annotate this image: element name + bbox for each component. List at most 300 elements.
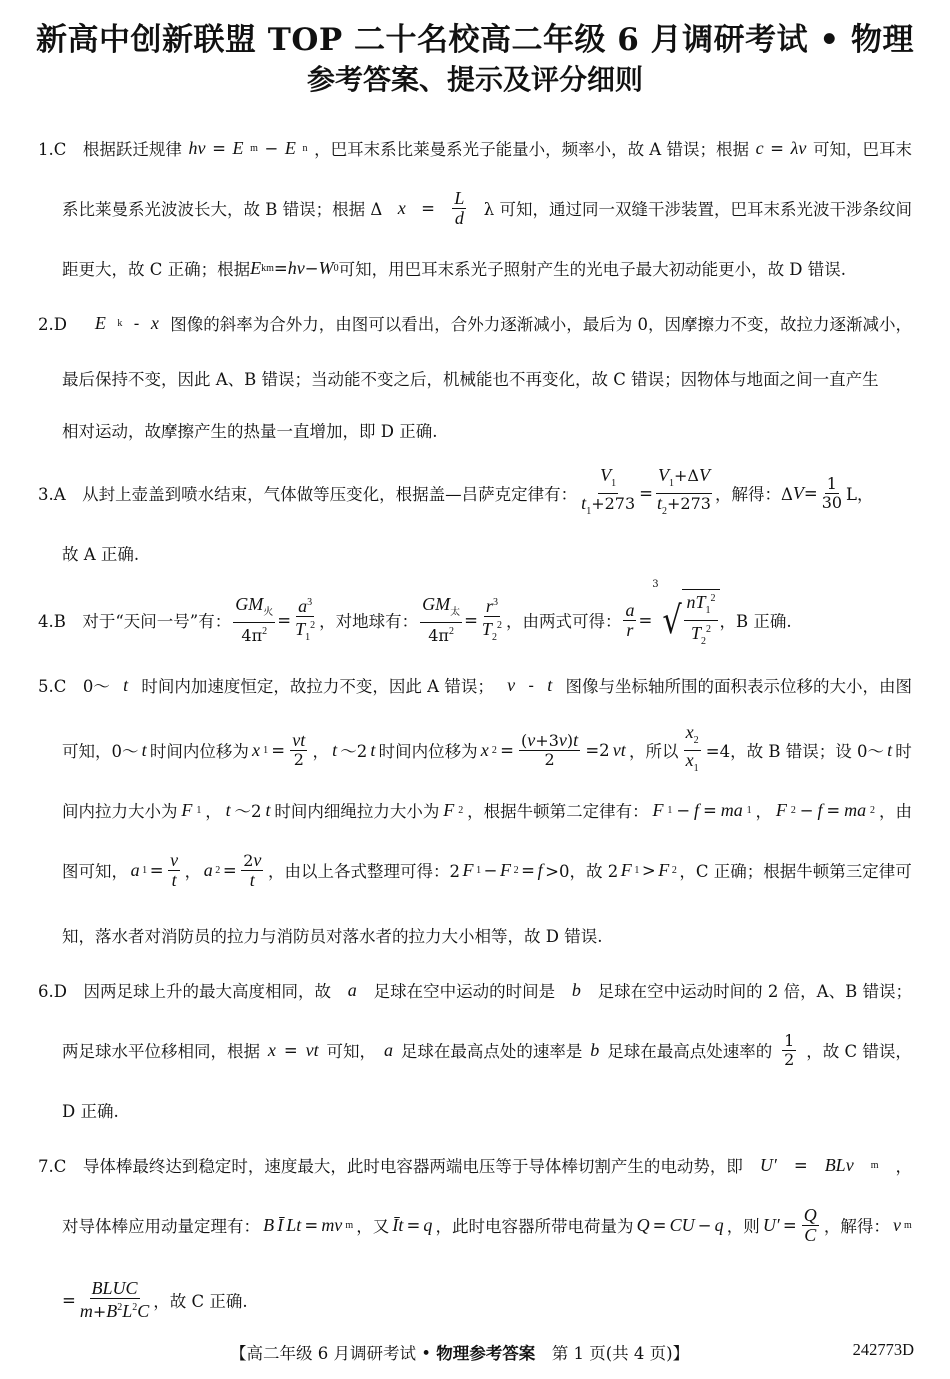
math-symbol: t <box>370 739 376 760</box>
math-symbol: mv <box>321 1214 343 1235</box>
text-run: >0，故 2 <box>545 862 619 881</box>
subscript: 1 <box>611 477 617 489</box>
superscript: 2 <box>262 626 268 637</box>
text-run: 图可知， <box>62 862 128 881</box>
footer-left: 【高二年级 6 月调研考试 • <box>230 1344 437 1363</box>
math-symbol: Q <box>636 1214 650 1235</box>
denominator <box>170 871 179 890</box>
denominator <box>292 751 306 769</box>
text-run: ，根据牛顿第二定律有： <box>467 802 649 821</box>
text-run: = <box>406 1215 421 1235</box>
text-run: − <box>799 800 814 820</box>
numerator <box>782 1032 796 1051</box>
subscript: 1 <box>705 605 711 616</box>
math-symbol: nT <box>686 592 706 612</box>
text-run: ，解得：Δ <box>714 485 793 504</box>
fraction <box>78 1279 151 1321</box>
math-symbol: a <box>625 599 635 620</box>
math-symbol: x <box>685 749 694 770</box>
text-run: = <box>500 740 514 760</box>
math-symbol: f <box>694 799 700 820</box>
text-run: 知，落水者对消防员的拉力与消防员对落水者的拉力大小相等，故 D 错误. <box>62 927 603 946</box>
numerator <box>90 1279 140 1299</box>
text-run: ，解得： <box>823 1217 890 1236</box>
subscript: 2 <box>790 804 796 816</box>
text-run: ，由两式可得： <box>505 612 622 631</box>
subscript: 2 <box>701 636 706 647</box>
subscript: m <box>904 1219 912 1231</box>
math-symbol: V <box>657 464 669 485</box>
text-run: 足球在最高点处的速率是 <box>400 1042 583 1061</box>
math-symbol: V <box>792 482 804 503</box>
superscript: 2 <box>496 619 502 631</box>
subscript: 2 <box>693 734 699 746</box>
numerator <box>802 1206 819 1226</box>
text-run: ， <box>205 802 222 821</box>
math-symbol: ma <box>844 799 867 820</box>
math-symbol: U′ <box>759 1154 777 1175</box>
math-symbol: F <box>462 859 474 880</box>
text-run: ～2 <box>340 742 368 761</box>
text-run: 3.A 从封上壶盖到喷水结束，气体做等压变化，根据盖—吕萨克定律有： <box>38 485 578 504</box>
text-run: 足球在最高点处速率的 <box>607 1042 773 1061</box>
text-run: 时 <box>895 742 912 761</box>
subscript: 2 <box>491 744 497 756</box>
fraction <box>579 466 637 521</box>
math-symbol: a <box>130 859 140 880</box>
text-run: 可知，用巴耳末系光子照射产生的光电子最大初动能更小，故 D 错误. <box>338 260 847 279</box>
text-run: = <box>652 1215 667 1235</box>
numerator <box>290 731 307 751</box>
text-run: ，则 <box>726 1217 760 1236</box>
text-run: ， <box>895 1157 912 1176</box>
answer-line <box>62 1028 912 1072</box>
text-run: 时间内位移为 <box>378 742 478 761</box>
math-symbol: r <box>626 619 634 640</box>
math-symbol: a <box>347 979 357 1000</box>
text-run: = <box>803 483 818 503</box>
subscript: 2 <box>215 864 221 876</box>
math-symbol: q <box>423 1214 433 1235</box>
math-symbol: F <box>181 799 193 820</box>
math-symbol: B <box>106 1301 118 1321</box>
numerator <box>296 594 314 617</box>
math-symbol: Q <box>803 1204 817 1225</box>
math-symbol: t <box>171 869 177 890</box>
text-run: 1 <box>784 1030 795 1050</box>
text-run: +273 <box>591 493 636 513</box>
text-run: = <box>271 740 286 760</box>
numerator <box>452 189 466 209</box>
denominator <box>579 494 637 521</box>
math-symbol: T <box>690 623 701 643</box>
denominator <box>684 751 701 778</box>
text-run: 时间内加速度恒定，故拉力不变，因此 A 错误； <box>141 677 494 696</box>
text-run: 两足球水平位移相同，根据 <box>62 1042 260 1061</box>
numerator <box>656 466 712 494</box>
math-symbol: t <box>573 730 579 750</box>
text-run: ，巴耳末系比莱曼系光子能量小，频率小，故 A 错误；根据 <box>314 140 749 159</box>
math-symbol: E <box>250 257 262 278</box>
math-symbol: vt <box>292 730 306 750</box>
math-symbol: t <box>581 492 587 513</box>
math-symbol: F <box>443 799 455 820</box>
math-symbol: t <box>265 799 271 820</box>
text-run: 故 A 正确. <box>62 545 140 564</box>
superscript: 2 <box>132 1302 138 1313</box>
text-run: 可知， <box>326 1042 377 1061</box>
text-run: 最后保持不变，因此 A、B 错误；当动能不变之后，机械能也不再变化，故 C 错误；因物体与地面之间一直产生 <box>62 370 879 389</box>
math-symbol: v <box>170 849 179 870</box>
denominator <box>453 209 466 228</box>
text-run: 2 <box>293 750 304 769</box>
text-run: 距更大，故 C 正确；根据 <box>62 260 251 279</box>
math-symbol: F <box>658 859 670 880</box>
math-symbol: E <box>284 137 296 158</box>
math-symbol: F <box>500 859 512 880</box>
answer-line <box>62 1203 912 1247</box>
text-run: =2 <box>585 740 610 760</box>
text-run: − <box>676 800 691 820</box>
math-symbol: f <box>817 799 823 820</box>
root-index: 3 <box>652 579 659 590</box>
math-symbol: F <box>775 799 787 820</box>
denominator <box>782 1051 796 1069</box>
subscript: 太 <box>450 607 461 618</box>
text-run: = <box>639 483 653 503</box>
text-run: +Δ <box>673 465 699 485</box>
subscript: 1 <box>305 631 311 643</box>
math-symbol: vt <box>305 1039 319 1060</box>
text-run: ) <box>566 731 574 750</box>
math-symbol: F <box>652 799 664 820</box>
math-symbol: a <box>383 1039 393 1060</box>
text-run: ， <box>755 802 773 821</box>
math-symbol: vt <box>612 739 626 760</box>
answer-line <box>38 301 912 345</box>
math-symbol: f <box>537 859 543 880</box>
subscript: 1 <box>196 804 202 816</box>
footer-subject: 物理参考答案 <box>436 1344 536 1363</box>
math-symbol: t <box>656 492 662 513</box>
text-run: 7.C 导体棒最终达到稳定时，速度最大，此时电容器两端电压等于导体棒切割产生的电动势，即 <box>38 1157 743 1176</box>
text-run: 相对运动，故摩擦产生的热量一直增加，即 D 正确. <box>62 422 438 441</box>
text-run: L， <box>846 485 874 504</box>
math-symbol: BLv <box>824 1154 854 1175</box>
text-run: - <box>133 313 140 333</box>
subscript: 1 <box>667 804 673 816</box>
text-run: − <box>264 138 279 158</box>
text-run: − <box>304 258 319 278</box>
answer-line <box>62 721 912 774</box>
math-symbol: t <box>123 674 129 695</box>
numerator <box>825 475 839 494</box>
superscript: 2 <box>706 624 711 635</box>
page-footer <box>230 1340 689 1364</box>
radicand <box>682 589 719 651</box>
fraction <box>168 851 180 890</box>
math-symbol: v <box>527 730 536 750</box>
math-symbol: T <box>295 618 306 639</box>
math-symbol: v <box>253 849 262 870</box>
text-run: - <box>528 675 534 695</box>
text-run: = <box>304 1215 319 1235</box>
math-symbol: a <box>203 859 213 880</box>
subscript: 火 <box>263 607 274 618</box>
text-run: 对导体棒应用动量定理有： <box>62 1217 260 1236</box>
math-symbol: t <box>225 799 231 820</box>
text-run: = <box>702 800 717 820</box>
text-run: 2 <box>784 1049 795 1069</box>
text-run: 4.B 对于“天问一号”有： <box>38 612 232 631</box>
subscript: 1 <box>668 477 674 489</box>
math-symbol: L <box>454 187 465 208</box>
denominator <box>78 1299 151 1321</box>
math-symbol: T <box>481 618 492 639</box>
math-symbol: t <box>887 739 893 760</box>
subscript: 2 <box>671 864 677 876</box>
fraction <box>684 723 701 778</box>
page-subtitle: 参考答案、提示及评分细则 <box>306 63 643 96</box>
answer-line <box>38 126 912 170</box>
numerator <box>484 594 500 617</box>
math-symbol: t <box>547 674 553 695</box>
numerator <box>684 590 717 621</box>
text-run: = <box>283 1040 298 1060</box>
superscript: 2 <box>310 619 316 631</box>
text-run: ， <box>184 862 202 881</box>
text-run: ，又 <box>356 1217 390 1236</box>
fraction <box>519 731 580 769</box>
superscript: 3 <box>307 596 313 608</box>
numerator <box>519 731 580 751</box>
text-run: = <box>212 138 226 158</box>
fraction <box>480 594 504 647</box>
text-run: ，C 正确；根据牛顿第三定律可 <box>679 862 912 881</box>
subscript: 1 <box>476 864 482 876</box>
text-run: = <box>793 1155 808 1175</box>
text-run: = <box>149 860 164 880</box>
text-run: 足球在空中运动的时间是 <box>373 982 556 1001</box>
fraction <box>655 466 713 521</box>
subscript: k <box>117 317 123 329</box>
text-run: +3 <box>535 731 559 750</box>
denominator <box>624 621 635 640</box>
math-symbol: c <box>755 137 764 158</box>
numerator <box>233 595 275 623</box>
text-run: − <box>483 860 498 880</box>
math-symbol: λν <box>790 137 807 158</box>
math-symbol: v <box>558 730 567 750</box>
subscript: 0 <box>333 262 339 274</box>
fraction <box>684 590 717 651</box>
subscript: 2 <box>661 505 667 517</box>
text-run: 5.C 0～ <box>38 677 110 696</box>
text-run: 间内拉力大小为 <box>62 802 178 821</box>
text-run: + <box>92 1302 107 1321</box>
text-run: ，故 C 正确. <box>153 1292 248 1311</box>
subscript: 1 <box>693 762 699 774</box>
subscript: 2 <box>513 864 519 876</box>
math-symbol: b <box>590 1039 600 1060</box>
math-symbol: B <box>263 1214 275 1235</box>
subscript: 2 <box>491 631 497 643</box>
text-run: 时间内细绳拉力大小为 <box>274 802 440 821</box>
subscript: km <box>261 262 274 274</box>
answer-line <box>38 663 912 707</box>
math-symbol: L <box>122 1301 133 1321</box>
subscript: m <box>345 1219 354 1231</box>
math-symbol: x <box>480 739 489 760</box>
answer-line <box>62 186 912 230</box>
subscript: 2 <box>870 804 876 816</box>
answer-line <box>62 408 437 452</box>
text-run: 图像与坐标轴所围的面积表示位移的大小，由图 <box>565 677 912 696</box>
fraction <box>452 189 466 228</box>
fraction <box>420 595 462 645</box>
math-symbol: t <box>141 739 147 760</box>
text-run: D 正确. <box>62 1102 119 1121</box>
superscript: 2 <box>117 1302 123 1313</box>
text-run: ～2 <box>234 802 262 821</box>
text-run: ，对地球有： <box>319 612 419 631</box>
math-symbol: F <box>620 859 632 880</box>
text-run: 足球在空中运动时间的 2 倍，A、B 错误； <box>597 982 912 1001</box>
math-symbol: ma <box>720 799 743 820</box>
math-symbol: U′ <box>762 1214 780 1235</box>
text-run: 1 <box>826 473 837 493</box>
fraction <box>802 1206 819 1245</box>
math-symbol: x <box>251 739 260 760</box>
numerator <box>684 723 701 751</box>
denominator <box>802 1226 818 1245</box>
math-symbol: Īt <box>392 1214 404 1235</box>
text-run: λ 可知，通过同一双缝干涉装置，巴耳末系光波干涉条纹间 <box>483 200 912 219</box>
answer-line <box>62 246 846 290</box>
math-symbol: E <box>232 137 244 158</box>
text-run: − <box>697 1215 712 1235</box>
numerator <box>420 595 462 623</box>
math-symbol: r <box>485 595 493 616</box>
numerator <box>168 851 180 871</box>
text-run: ， <box>312 742 329 761</box>
answer-line <box>62 531 139 575</box>
denominator <box>820 494 844 512</box>
text-run: = <box>521 860 535 880</box>
text-run: = <box>782 1215 797 1235</box>
text-run: 4π <box>241 626 263 645</box>
subscript: 1 <box>746 804 752 816</box>
math-symbol: hν <box>287 257 305 278</box>
radical-sign-icon: √ <box>662 598 683 642</box>
numerator <box>241 851 263 871</box>
fraction <box>293 594 317 647</box>
text-run: 1.C 根据跃迁规律 <box>38 140 182 159</box>
paper-code: 242773D <box>852 1340 914 1359</box>
text-run: ，此时电容器所带电荷量为 <box>435 1217 634 1236</box>
text-run: = <box>62 1290 76 1310</box>
text-run: 系比莱曼系光波波长大，故 B 错误；根据 Δ <box>62 200 383 219</box>
math-symbol: m <box>79 1301 93 1321</box>
denominator <box>248 871 257 890</box>
text-run: 可知，0～ <box>62 742 139 761</box>
denominator <box>480 617 504 647</box>
cube-root <box>652 579 719 651</box>
math-symbol: b <box>571 979 581 1000</box>
text-run: = <box>222 860 237 880</box>
text-run: = <box>464 610 478 630</box>
math-symbol: a <box>298 595 308 616</box>
math-symbol: x <box>267 1039 276 1060</box>
subscript: m <box>870 1159 879 1171</box>
denominator <box>239 623 269 645</box>
text-run: +273 <box>666 493 711 513</box>
answer-line <box>62 1278 248 1322</box>
math-symbol: t <box>332 739 338 760</box>
math-symbol: V <box>600 464 612 485</box>
denominator <box>426 623 456 645</box>
math-symbol: x <box>685 721 694 742</box>
math-symbol: Lt <box>286 1214 302 1235</box>
text-run: = <box>277 610 292 630</box>
subscript: 1 <box>142 864 148 876</box>
text-run: > <box>641 860 656 880</box>
fraction <box>820 475 844 512</box>
text-run: 30 <box>821 492 843 512</box>
answer-line <box>38 464 874 517</box>
text-run: = <box>421 198 435 218</box>
numerator <box>623 601 636 621</box>
math-symbol: x <box>397 197 406 218</box>
fraction <box>782 1032 796 1069</box>
math-symbol: v <box>892 1214 901 1235</box>
answer-line <box>38 579 792 647</box>
denominator <box>655 494 713 521</box>
math-symbol: C <box>137 1301 150 1321</box>
fraction <box>241 851 263 890</box>
math-symbol: W <box>318 257 334 278</box>
denominator <box>689 621 713 651</box>
text-run: 时间内位移为 <box>149 742 249 761</box>
answer-line <box>62 356 912 400</box>
text-run: 图像的斜率为合外力，由图可以看出，合外力逐渐减小，最后为 0，因摩擦力不变，故拉力逐渐减小， <box>170 315 912 334</box>
math-symbol: v <box>507 674 516 695</box>
text-run: 4π <box>428 626 449 645</box>
subscript: 2 <box>458 804 464 816</box>
text-run: 6.D 因两足球上升的最大高度相同，故 <box>38 982 331 1001</box>
answer-line <box>62 788 912 832</box>
text-run: ，由以上各式整理可得：2 <box>267 862 460 881</box>
math-symbol: q <box>714 1214 724 1235</box>
footer-page: 第 1 页(共 4 页)】 <box>535 1344 690 1363</box>
text-run: 2 <box>243 850 254 870</box>
math-symbol: Ī <box>277 1214 284 1235</box>
subscript: 1 <box>263 744 269 756</box>
denominator <box>293 617 317 647</box>
text-run: ，B 正确. <box>719 612 792 631</box>
answer-line <box>62 1088 119 1132</box>
text-run: ( <box>521 731 528 750</box>
text-run: ，由 <box>878 802 912 821</box>
page-title: 新高中创新联盟 TOP 二十名校高二年级 6 月调研考试 • 物理 <box>35 22 915 58</box>
math-symbol: C <box>804 1224 817 1245</box>
text-run: = <box>638 610 653 630</box>
denominator <box>543 751 557 769</box>
math-symbol: BLUC <box>91 1278 138 1298</box>
subscript: m <box>250 142 258 154</box>
text-run: =4，故 B 错误；设 0～ <box>705 742 884 761</box>
text-run: ，所以 <box>628 742 679 761</box>
